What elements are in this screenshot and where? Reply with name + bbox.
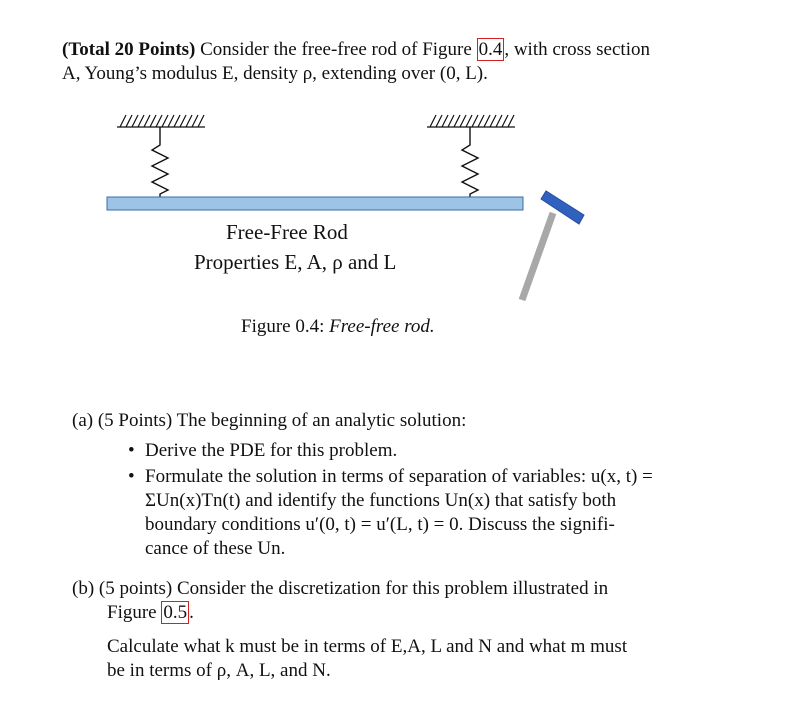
- figure-ref-link-2[interactable]: 0.5: [163, 602, 188, 623]
- part-b-line-1: (b) (5 points) Consider the discretization for this problem illustrated in: [72, 578, 609, 599]
- part-a-bullets: [128, 439, 712, 561]
- part-a-header: (a) (5 Points) The beginning of an analytic solution:: [72, 410, 467, 431]
- bullet-item: [128, 465, 712, 561]
- bullet-2-line-1: Formulate the solution in terms of separation of variables: u(x, t) =: [145, 466, 653, 487]
- part-b-line-2: [107, 601, 732, 625]
- bullet-2-line-2: ΣUn(x)Tn(t) and identify the functions Un(x) that satisfy both: [145, 490, 617, 511]
- figure-caption: [241, 316, 435, 338]
- part-b-line-3: Calculate what k must be in terms of E,A, L and N and what m must: [107, 636, 628, 657]
- part-b-line-4: be in terms of ρ, A, L, and N.: [107, 660, 331, 681]
- total-points: (Total 20 Points): [62, 39, 196, 60]
- bullet-text-1: Derive the PDE for this problem.: [145, 440, 398, 461]
- rod: [107, 197, 523, 210]
- left-ceiling-hatch: [117, 115, 205, 127]
- bullet-dot: •: [128, 466, 135, 487]
- bullet-dot: •: [128, 440, 135, 461]
- left-spring: [152, 127, 168, 197]
- figure-ref-link[interactable]: 0.4: [478, 39, 503, 60]
- part-b: [72, 577, 732, 683]
- bullet-2-line-4: cance of these Un.: [145, 538, 286, 559]
- figure-label-title: Free-Free Rod: [226, 220, 348, 244]
- right-spring: [462, 127, 478, 197]
- right-ceiling-hatch: [427, 115, 515, 127]
- intro-text-1: Consider the free-free rod of Figure: [195, 39, 477, 60]
- part-b-fig-prefix: Figure: [107, 602, 162, 623]
- caption-text: Free-free rod.: [329, 316, 435, 337]
- intro-text-2: , with cross section: [504, 39, 650, 60]
- caption-prefix: Figure 0.4:: [241, 316, 330, 337]
- intro-line-2: A, Young’s modulus E, density ρ, extending over (0, L).: [62, 63, 488, 84]
- bullet-2-line-3: boundary conditions u′(0, t) = u′(L, t) = 0. Discuss the signifi-: [145, 514, 615, 535]
- part-b-period: .: [189, 602, 194, 623]
- bullet-item: [128, 439, 712, 463]
- figure-label-properties: Properties E, A, ρ and L: [194, 250, 397, 274]
- part-a: [72, 409, 712, 561]
- hammer-handle: [522, 213, 553, 300]
